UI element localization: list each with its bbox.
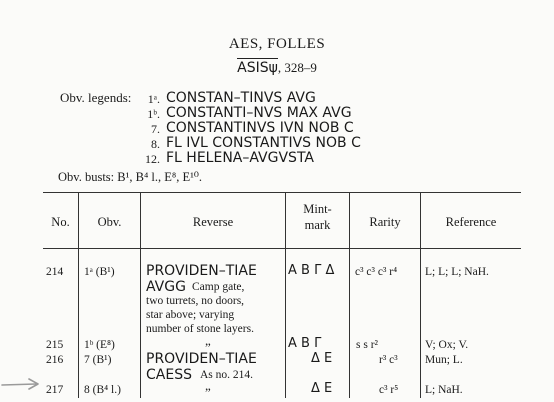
table-cell-reference: L; L; L; NaH. (425, 266, 489, 278)
reverse-legend: CAESS (146, 367, 192, 383)
table-cell-reference: L; NaH. (425, 384, 463, 396)
table-cell-mintmark: Δ Ε (311, 381, 333, 396)
table-cell-obv: 8 (B⁴ l.) (84, 384, 121, 396)
table-cell-obv: 1ᵇ (E⁸) (84, 339, 115, 351)
table-cell-rarity: c³ r⁵ (379, 384, 399, 396)
table-cell-reference: Mun; L. (425, 354, 463, 366)
table-cell-mintmark: Α Β Γ (288, 336, 322, 351)
table-cell-rarity: r³ c³ (379, 354, 398, 366)
table-cell-no: 216 (46, 354, 64, 366)
obverse-legends-label: Obv. legends: (60, 90, 132, 105)
reverse-legend: PROVIDEN–TIAE (146, 263, 257, 279)
table-cell-mintmark: Α Β Γ Δ (288, 263, 335, 278)
legend-number: 1ᵃ. (147, 92, 160, 106)
page-title: AES, FOLLES (228, 36, 326, 52)
ditto-mark: „ (205, 378, 211, 393)
table-cell-rarity: s s r² (356, 339, 378, 351)
legend-text: FL IVL CONSTANTIVS NOB C (166, 135, 361, 151)
obverse-busts: Obv. busts: B¹, B⁴ l., E⁸, E¹⁰. (58, 170, 203, 184)
table-cell-mintmark: Δ Ε (311, 351, 333, 366)
column-header-no: No. (51, 215, 70, 229)
mintmark-label: ASISψ (237, 60, 278, 76)
mint-date: , 328–9 (277, 60, 317, 75)
reverse-legend: PROVIDEN–TIAE (146, 351, 257, 367)
column-header-mintmark: mark (304, 218, 331, 232)
legend-number: 8. (151, 137, 160, 151)
mint-subtitle (0, 60, 554, 76)
table-cell-no: 215 (46, 339, 64, 351)
column-header-rarity: Rarity (369, 215, 401, 229)
column-header-mintmark: Mint- (303, 202, 332, 216)
table-cell-rarity: c³ c³ c³ r⁴ (355, 266, 398, 278)
legend-text: CONSTAN–TINVS AVG (166, 90, 316, 106)
column-header-obv: Obv. (97, 215, 122, 229)
reverse-description: two turrets, no doors, (146, 295, 245, 307)
legend-number: 7. (151, 122, 160, 136)
column-header-reverse: Reverse (192, 215, 234, 229)
table-cell-obv: 7 (B¹) (84, 354, 112, 366)
reverse-description: star above; varying (146, 309, 235, 321)
legend-text: FL HELENA–AVGVSTA (166, 150, 314, 166)
table-top-rule (43, 192, 521, 193)
table-header-rule (43, 248, 521, 249)
reverse-description: number of stone layers. (146, 323, 254, 335)
reverse-legend: AVGG (146, 279, 186, 295)
table-cell-reference: V; Ox; V. (425, 339, 469, 351)
legend-number: 12. (145, 152, 160, 166)
reverse-description: As no. 214. (200, 369, 254, 381)
table-cell-no: 217 (46, 384, 64, 396)
column-header-reference: Reference (445, 215, 497, 229)
legend-text: CONSTANTI–NVS MAX AVG (166, 105, 352, 121)
legend-text: CONSTANTINVS IVN NOB C (166, 120, 354, 136)
table-cell-obv: 1ᵃ (B¹) (84, 266, 115, 278)
reverse-description: Camp gate, (192, 281, 245, 293)
legend-number: 1ᵇ. (147, 107, 160, 121)
pointer-arrow-icon (0, 376, 44, 392)
table-cell-no: 214 (46, 266, 64, 278)
ditto-mark: „ (205, 333, 211, 348)
